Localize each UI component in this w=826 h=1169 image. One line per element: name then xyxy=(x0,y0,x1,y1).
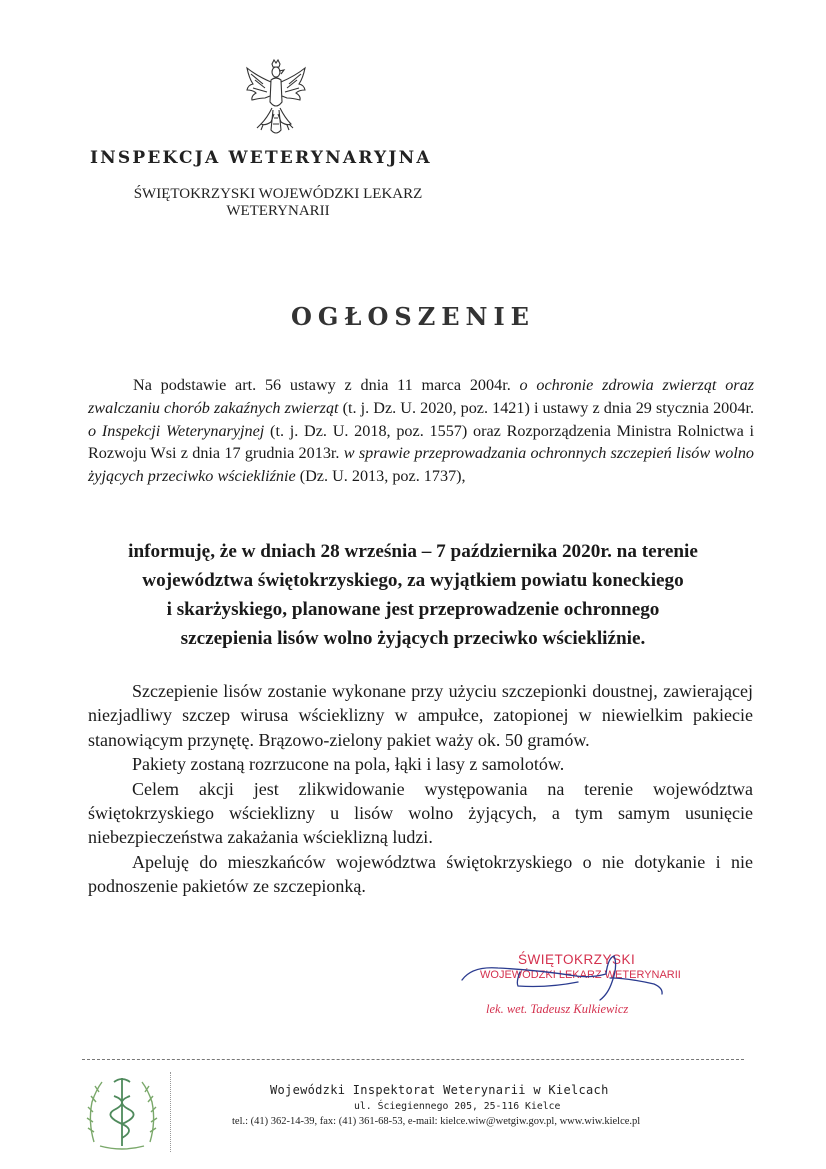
body-paragraph-appeal: Apeluję do mieszkańców województwa świętokrzyskiego o nie dotykanie i nie podnoszenie pakietów ze szczepionką. xyxy=(88,851,753,897)
intro-text-4: (Dz. U. 2013, poz. 1737), xyxy=(295,467,466,486)
announcement-line-4: szczepienia lisów wolno żyjących przeciwko wściekliźnie. xyxy=(180,628,646,649)
office-subtitle xyxy=(118,186,438,220)
document-title: OGŁOSZENIE xyxy=(291,302,535,331)
body-paragraph-distribution: Pakiety zostaną rozrzucone na pola, łąki i lasy z samolotów. xyxy=(132,754,565,775)
stamp-line-1: ŚWIĘTOKRZYSKI xyxy=(518,952,636,967)
footer-institution-name: Wojewódzki Inspektorat Weterynarii w Kielcach xyxy=(270,1083,609,1097)
intro-text-3: (t. j. Dz. U. 2018, poz. 1557) oraz Rozporządzenia Ministra Rolnictwa i Rozwoju Wsi z dnia 17 grudnia 2013r. xyxy=(88,421,754,463)
subtitle-line-2: WETERYNARII xyxy=(226,203,330,219)
announcement-line-3: i skarżyskiego, planowane jest przeprowadzenie ochronnego xyxy=(166,599,660,620)
stamp-signatory: lek. wet. Tadeusz Kulkiewicz xyxy=(486,1002,629,1016)
caduceus-logo-icon xyxy=(84,1072,160,1154)
body-paragraph-goal: Celem akcji jest zlikwidowanie występowania na terenie województwa świętokrzyskiego wścieklizny u lisów wolno żyjących, a tym samym usunięcie niebezpieczeństwa zakażania wścieklizną ludzi. xyxy=(88,778,753,848)
intro-italic-3: w sprawie przeprowadzania ochronnych szczepień lisów wolno żyjących przeciwko wściekliźnie xyxy=(88,444,755,486)
legal-basis-paragraph xyxy=(88,374,754,488)
body-text xyxy=(88,679,753,899)
subtitle-line-1: ŚWIĘTOKRZYSKI WOJEWÓDZKI LEKARZ xyxy=(133,186,423,202)
announcement-line-2: województwa świętokrzyskiego, za wyjątkiem powiatu koneckiego xyxy=(142,570,684,591)
intro-italic-1: o ochronie zdrowia zwierząt oraz zwalczaniu chorób zakaźnych zwierząt xyxy=(88,376,754,417)
footer-contact-info: tel.: (41) 362-14-39, fax: (41) 361-68-53, e-mail: kielce.wiw@wetgiw.gov.pl, www.wiw.kielce.pl xyxy=(232,1116,641,1127)
stamp-line-2: WOJEWÓDZKI LEKARZ WETERYNARII xyxy=(480,969,681,981)
intro-text-2: (t. j. Dz. U. 2020, poz. 1421) i ustawy z dnia 29 stycznia 2004r. xyxy=(338,398,754,417)
footer-divider xyxy=(82,1059,744,1060)
body-paragraph-vaccine: Szczepienie lisów zostanie wykonane przy użyciu szczepionki doustnej, zawierającej niezjadliwy szczep wirusa wścieklizny w ampułce, zatopionej w niewielkim pakiecie stanowiącym przynętę. Brązowo-zielony pakiet waży ok. 50 gramów. xyxy=(88,681,753,750)
footer-separator xyxy=(170,1072,171,1152)
announcement-line-1: informuję, że w dniach 28 września – 7 października 2020r. na terenie xyxy=(128,541,698,562)
intro-text-1: Na podstawie art. 56 ustawy z dnia 11 marca 2004r. xyxy=(133,376,520,394)
footer-address: ul. Ściegiennego 205, 25-116 Kielce xyxy=(354,1101,561,1112)
announcement-statement xyxy=(60,537,766,653)
polish-eagle-emblem-icon xyxy=(243,58,309,138)
handwritten-signature xyxy=(458,948,688,1026)
organization-name: INSPEKCJA WETERYNARYJNA xyxy=(90,148,432,168)
intro-italic-2: o Inspekcji Weterynaryjnej xyxy=(88,421,265,440)
